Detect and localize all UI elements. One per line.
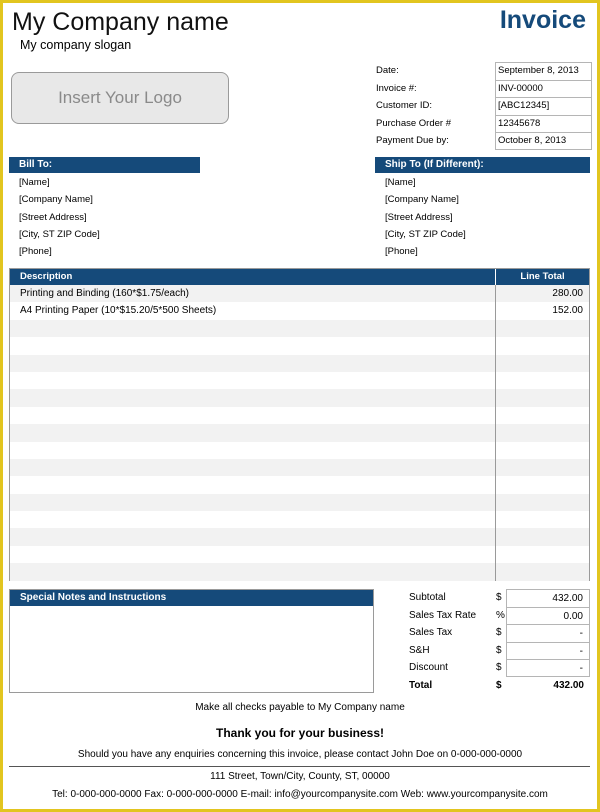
totals-label: Total [409,679,433,691]
line-item-description[interactable]: Printing and Binding (160*$1.75/each) [10,285,496,302]
totals-row-shipping [406,642,590,660]
line-item-description[interactable] [10,355,496,372]
line-item-description[interactable] [10,511,496,528]
line-item-row [10,476,589,493]
totals-label: Sales Tax Rate [409,609,477,621]
meta-label: Invoice #: [376,82,417,94]
bill-to-line[interactable]: [Company Name] [19,194,93,206]
totals-row-discount [406,659,590,677]
totals-currency: $ [496,644,502,656]
line-item-total[interactable] [496,511,589,528]
bill-to-section [9,157,200,260]
line-item-total[interactable] [496,528,589,545]
totals-value[interactable]: - [506,624,590,642]
description-column-header: Description [10,269,496,285]
totals-value[interactable]: - [506,642,590,660]
line-item-description[interactable] [10,320,496,337]
totals-label: Sales Tax [409,627,453,639]
company-contact: Tel: 0-000-000-0000 Fax: 0-000-000-0000 E-mail: info@yourcompanysite.com Web: www.yourcompanysite.com [52,789,548,800]
company-name: My Company name [12,8,229,36]
line-item-description[interactable] [10,528,496,545]
logo-placeholder-text: Insert Your Logo [58,88,182,107]
grand-total-value: 432.00 [553,679,584,691]
meta-value[interactable]: October 8, 2013 [495,132,592,150]
meta-label: Purchase Order # [376,117,451,129]
line-item-row [10,320,589,337]
line-item-row [10,337,589,354]
line-item-total[interactable] [496,355,589,372]
line-item-row [10,546,589,563]
bill-to-header: Bill To: [9,157,200,173]
meta-value[interactable]: September 8, 2013 [495,62,592,80]
ship-to-line[interactable]: [Street Address] [385,211,453,223]
bill-to-line[interactable]: [Phone] [19,246,52,258]
totals-currency: $ [496,679,502,691]
totals-row-tax-rate [406,607,590,625]
meta-label: Customer ID: [376,100,432,112]
line-item-description[interactable] [10,442,496,459]
line-item-total[interactable] [496,476,589,493]
line-item-row [10,407,589,424]
totals-row-sales-tax [406,624,590,642]
line-item-row [10,494,589,511]
company-slogan: My company slogan [20,38,132,52]
line-item-row [10,372,589,389]
line-total-column-header: Line Total [520,271,565,282]
line-item-description[interactable] [10,494,496,511]
logo-placeholder[interactable] [11,72,229,124]
totals-value[interactable]: - [506,659,590,677]
line-item-total[interactable] [496,424,589,441]
line-item-row [10,442,589,459]
meta-value[interactable]: INV-00000 [495,80,592,98]
line-item-total[interactable] [496,442,589,459]
totals-row-total [406,677,590,695]
line-item-total[interactable] [496,546,589,563]
ship-to-line[interactable]: [City, ST ZIP Code] [385,228,466,240]
meta-row-customer-id [374,97,592,115]
bill-to-line[interactable]: [Name] [19,177,50,188]
totals-currency: % [496,609,505,621]
totals-label: Discount [409,662,448,674]
line-item-total[interactable] [496,563,589,580]
ship-to-header: Ship To (If Different): [375,157,590,173]
line-item-total[interactable] [496,389,589,406]
meta-value[interactable]: 12345678 [495,115,592,133]
thank-you-message: Thank you for your business! [215,726,385,740]
totals-currency: $ [496,627,502,639]
line-item-row [10,424,589,441]
line-item-row [10,511,589,528]
line-item-description[interactable] [10,476,496,493]
line-item-description[interactable] [10,563,496,580]
line-item-total[interactable] [496,320,589,337]
line-item-total[interactable]: 280.00 [552,288,583,299]
line-item-total[interactable] [496,407,589,424]
ship-to-line[interactable]: [Company Name] [385,194,459,206]
line-item-row [10,355,589,372]
line-item-description[interactable] [10,424,496,441]
line-item-description[interactable] [10,546,496,563]
line-item-row [10,389,589,406]
line-item-description[interactable] [10,389,496,406]
totals-value[interactable]: 432.00 [506,589,590,607]
meta-row-payment-due [374,132,592,150]
totals-currency: $ [496,662,502,674]
line-item-total[interactable] [496,494,589,511]
meta-label: Payment Due by: [376,135,449,147]
totals-label: Subtotal [409,592,446,604]
totals-value[interactable]: 0.00 [506,607,590,625]
line-item-description[interactable] [10,372,496,389]
invoice-title: Invoice [499,6,586,34]
totals-label: S&H [409,644,430,656]
enquiries-note: Should you have any enquiries concerning this invoice, please contact John Doe on 0-000-000-0000 [77,749,523,760]
line-item-row [10,563,589,580]
line-item-description[interactable] [10,459,496,476]
line-item-row [10,459,589,476]
line-items-table [9,268,590,581]
ship-to-address [375,174,590,260]
company-address: 111 Street, Town/City, County, ST, 00000 [210,771,390,782]
line-item-description[interactable] [10,337,496,354]
bill-to-address [9,174,200,260]
footer-divider [9,766,590,767]
line-item-total[interactable] [496,459,589,476]
bill-to-line[interactable]: [City, ST ZIP Code] [19,228,100,240]
line-item-total[interactable] [496,372,589,389]
line-item-row [10,528,589,545]
special-notes-box[interactable] [9,589,374,693]
meta-row-purchase-order [374,115,592,133]
totals-row-subtotal [406,589,590,607]
line-item-row [10,302,589,319]
line-item-description[interactable] [10,407,496,424]
line-item-total[interactable]: 152.00 [552,305,583,317]
totals-section [406,589,590,694]
meta-value[interactable]: [ABC12345] [495,97,592,115]
line-item-total[interactable] [496,337,589,354]
totals-currency: $ [496,592,502,604]
line-items-header [10,269,589,285]
payable-note: Make all checks payable to My Company name [195,702,405,713]
special-notes-header: Special Notes and Instructions [10,590,373,606]
meta-row-date [374,62,592,80]
invoice-meta [374,62,592,150]
ship-to-section [375,157,590,260]
ship-to-line[interactable]: [Phone] [385,246,418,258]
line-item-row [10,285,589,302]
ship-to-line[interactable]: [Name] [385,177,416,188]
line-item-description[interactable]: A4 Printing Paper (10*$15.20/5*500 Sheets) [10,302,496,319]
meta-row-invoice-number [374,80,592,98]
meta-label: Date: [376,65,399,77]
line-items-body [10,285,589,581]
bill-to-line[interactable]: [Street Address] [19,211,87,223]
